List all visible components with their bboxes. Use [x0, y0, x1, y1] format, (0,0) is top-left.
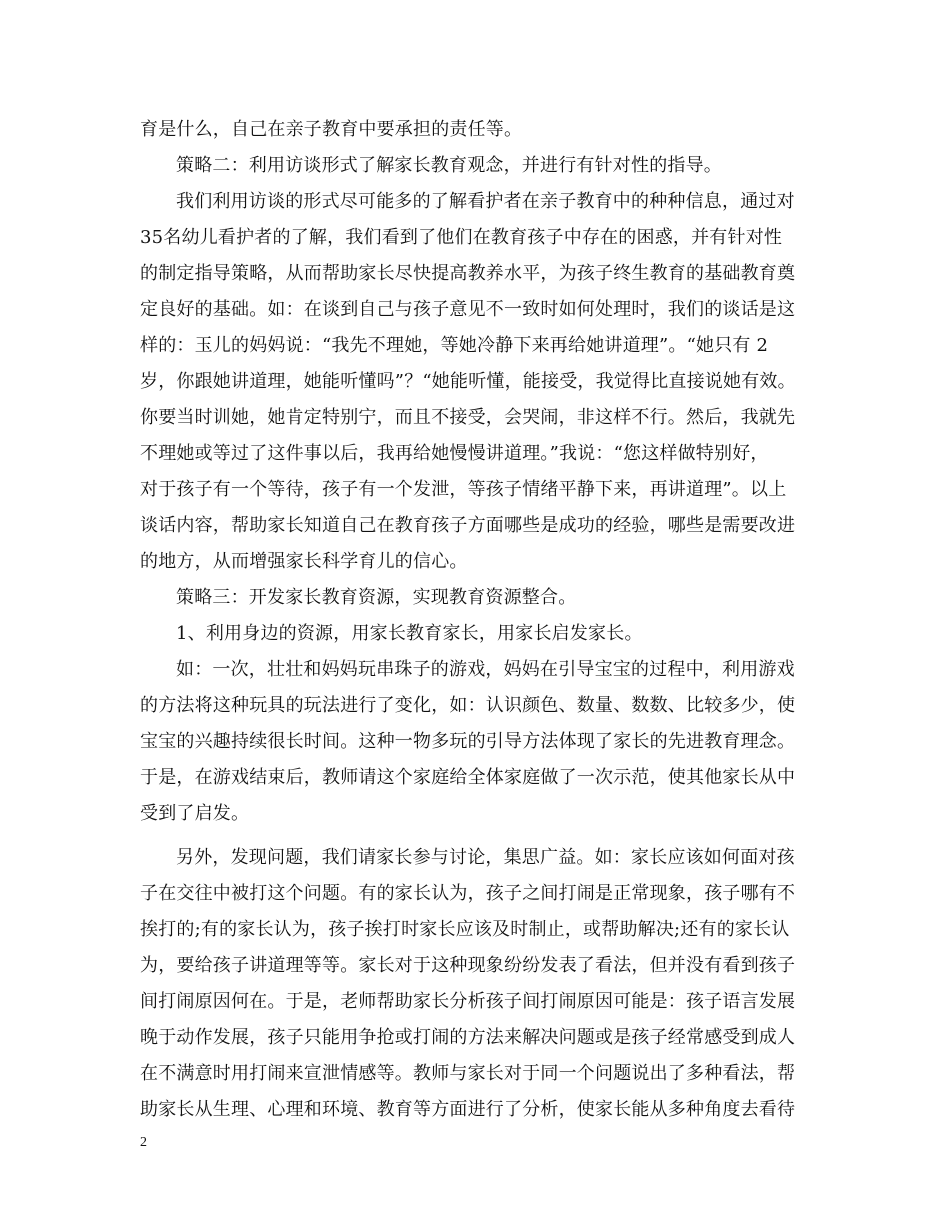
text-line: 谈话内容，帮助家长知道自己在教育孩子方面哪些是成功的经验，哪些是需要改进	[140, 515, 796, 536]
text-line: 另外，发现问题，我们请家长参与讨论，集思广益。如：家长应该如何面对孩	[176, 847, 795, 868]
numbered-item: 1、利用身边的资源，用家长教育家长，用家长启发家长。	[176, 623, 643, 644]
text-line: 间打闹原因何在。于是，老师帮助家长分析孩子间打闹原因可能是：孩子语言发展	[140, 991, 796, 1012]
strategy-heading: 策略三：开发家长教育资源，实现教育资源整合。	[176, 587, 577, 608]
text-line: 如：一次，壮壮和妈妈玩串珠子的游戏，妈妈在引导宝宝的过程中，利用游戏	[176, 659, 795, 680]
page-number: 2	[140, 1135, 147, 1150]
text-line: 为，要给孩子讲道理等等。家长对于这种现象纷纷发表了看法，但并没有看到孩子	[140, 955, 796, 976]
strategy-heading: 策略二：利用访谈形式了解家长教育观念，并进行有针对性的指导。	[176, 155, 722, 176]
text-line: 育是什么，自己在亲子教育中要承担的责任等。	[140, 119, 523, 140]
text-line: 定良好的基础。如：在谈到自己与孩子意见不一致时如何处理时，我们的谈话是这	[140, 299, 796, 320]
text-line: 宝宝的兴趣持续很长时间。这种一物多玩的引导方法体现了家长的先进教育理念。	[140, 731, 796, 752]
text-line: 岁，你跟她讲道理，她能听懂吗”？“她能听懂，能接受，我觉得比直接说她有效。	[140, 371, 796, 392]
text-line: 不理她或等过了这件事以后，我再给她慢慢讲道理。”我说：“您这样做特别好，	[140, 443, 769, 464]
text-line: 的方法将这种玩具的玩法进行了变化，如：认识颜色、数量、数数、比较多少，使	[140, 695, 796, 716]
text-line: 的制定指导策略，从而帮助家长尽快提高教养水平，为孩子终生教育的基础教育奠	[140, 263, 796, 284]
text-line: 35名幼儿看护者的了解，我们看到了他们在教育孩子中存在的困惑，并有针对性	[140, 227, 783, 248]
text-line: 晚于动作发展，孩子只能用争抢或打闹的方法来解决问题或是孩子经常感受到成人	[140, 1027, 796, 1048]
text-line: 在不满意时用打闹来宣泄情感等。教师与家长对于同一个问题说出了多种看法，帮	[140, 1063, 796, 1084]
text-line: 受到了启发。	[140, 803, 250, 824]
text-line: 对于孩子有一个等待，孩子有一个发泄，等孩子情绪平静下来，再讲道理”。以上	[140, 479, 787, 500]
text-line: 的地方，从而增强家长科学育儿的信心。	[140, 551, 468, 572]
text-line: 你要当时训她，她肯定特别宁，而且不接受，会哭闹，非这样不行。然后，我就先	[140, 407, 796, 428]
text-line: 子在交往中被打这个问题。有的家长认为，孩子之间打闹是正常现象，孩子哪有不	[140, 883, 796, 904]
text-line: 挨打的;有的家长认为，孩子挨打时家长应该及时制止，或帮助解决;还有的家长认	[140, 919, 790, 940]
text-line: 于是，在游戏结束后，教师请这个家庭给全体家庭做了一次示范，使其他家长从中	[140, 767, 796, 788]
text-line: 样的：玉儿的妈妈说：“我先不理她，等她冷静下来再给她讲道理”。“她只有 2	[140, 335, 769, 356]
text-line: 助家长从生理、心理和环境、教育等方面进行了分析，使家长能从多种角度去看待	[140, 1099, 796, 1120]
text-line: 我们利用访谈的形式尽可能多的了解看护者在亲子教育中的种种信息，通过对	[176, 191, 795, 212]
